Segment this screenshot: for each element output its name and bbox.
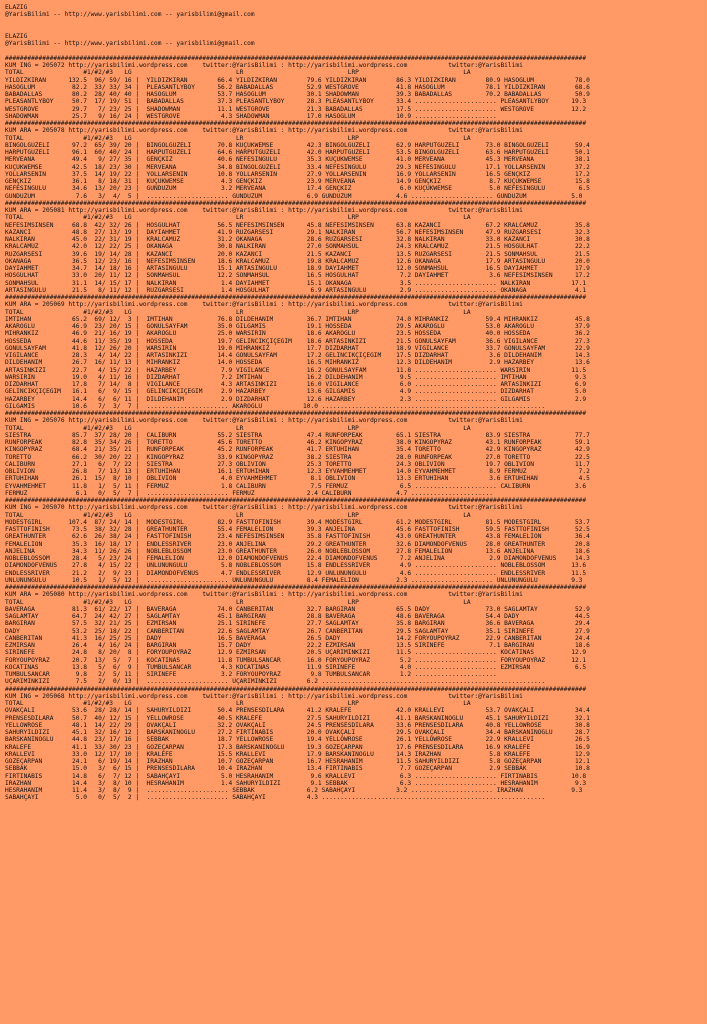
race-row: NEFESIMSINSEN 68.8 42/ 32/ 26 | HOSGÜLHAT 56.5 NEFESIMSINSEN 45.8 NEFESIMSINSEN 63.8 KAZANCI 67.2 KRALCAMUZ 35.8 [5, 221, 590, 229]
race-row: MIHRANKIZ 46.9 21/ 16/ 19 | AKAROGLU 25.0 WARSIRIN 18.6 AKAROGLU 23.5 HOSSEDA 40.0 HOSSEDA 36.2 [5, 330, 590, 338]
race-title-line: KUM ARA = 205069 http://yarisbilimi.wordpress.com twitter:@YarisBilimi : http://yarisbilimi.wordpress.com twitter:@YarisBilimi [5, 301, 523, 309]
race-row: HOSGÜLHAT 33.0 20/ 11/ 12 | SONMAHSÜL 12.2 SONMAHSÜL 16.5 HOSGÜLHAT 7.2 DAYIAHMET 3.6 NEFESIMSINSEN 17.2 [5, 272, 590, 280]
race-row: HAZARBEY 14.4 6/ 6/ 11 | DILDEHANIM 2.9 DIZDARHAT 12.6 HAZARBEY 2.3 ...................... GILGAMIS 2.9 [5, 395, 587, 403]
race-row: YOLLARSENIN 37.5 14/ 19/ 22 | YOLLARSENIN 10.8 YOLLARSENIN 27.9 YOLLARSENIN 16.9 YOLLARSENIN 16.5 GENÇKIZ 17.2 [5, 170, 590, 178]
race-row: FORYOUPOYRAZ 20.7 13/ 5/ 7 | KOCATINAS 11.8 TUMBULSANCAR 16.0 FORYOUPOYRAZ 5.2 ...................... FORYOUPOYRAZ 12.1 [5, 656, 587, 664]
race-row: GÖZEÇARPAN 24.1 6/ 19/ 14 | IRAZHAN 10.7 GÖZEÇARPAN 16.7 HESRAHANIM 11.5 SAHURYILDIZI 5.8 GÖZEÇARPAN 12.1 [5, 758, 590, 765]
race-row: PRENSESDILARA 50.7 40/ 12/ 15 | YELLOWROSE 40.5 KRALEFE 27.5 SAHURYILDIZI 41.1 BARSKANINOGLU 45.1 SAHURYILDIZI 32.1 [5, 714, 590, 722]
race-row: ARTASINGÜLÜ 21.5 8/ 11/ 12 | RÜZGARSESI 1.4 HOSGÜLHAT 6.9 ARTASINGÜLÜ 2.9 ...................... OKANAGA 4.1 [5, 286, 587, 294]
separator-line: ############################################################################################################################################################ [5, 685, 587, 693]
race-row: TORETTO 66.2 30/ 20/ 22 | KINGOPYRAZ 33.9 KINGOPYRAZ 38.2 SIESTRA 28.0 RUNFORPEAK 27.0 TORETTO 22.5 [5, 453, 590, 461]
race-list [5, 55, 705, 802]
race-row: BARSKANINOGLU 44.8 23/ 17/ 16 | SEBBAK 18.7 YELLOWROSE 19.4 YELLOWROSE 26.1 YELLOWROSE 22.9 KRALLEVI 26.5 [5, 736, 590, 744]
race-row: DILDEHANIM 26.7 16/ 11/ 13 | MIHRANKIZ 14.0 HOSSEDA 16.5 MIHRANKIZ 12.3 DILDEHANIM 2.9 HAZARBEY 13.6 [5, 359, 590, 367]
separator-line: ############################################################################################################################################################ [5, 294, 587, 301]
race-row: CALIBURN 27.1 6/ 7/ 22 | SIESTRA 27.3 OBLIVION 25.3 TORETTO 24.3 OBLIVION 19.7 OBLIVION 11.7 [5, 460, 590, 468]
race-row: UÇARIMINKIZI 7.5 2/ 0/ 13 | ...................... UÇARIMINKIZI 6.2 ............................................................ [5, 678, 546, 686]
header-credits-repeat: @YarisBilimi -- http://www.yarisbilimi.com -- yarisbilimi@gmail.com [5, 40, 255, 48]
race-row: OBLIVION 26.8 7/ 13/ 13 | ERTUHIHAN 16.1 ERTUHIHAN 12.3 EYVAHMEHMET 14.0 EYVAHMEHMET 8.9 FERMUZ 7.2 [5, 468, 590, 475]
race-block [5, 497, 705, 584]
race-title-line: KUM ARA = 205078 http://yarisbilimi.wordpress.com twitter:@YarisBilimi : http://yarisbilimi.wordpress.com twitter:@YarisBilimi [5, 127, 523, 135]
race-row: YELLOWROSE 48.1 14/ 22/ 29 | OVAKÇALI 32.2 OVAKÇALI 24.5 PRENSESDILARA 33.6 PRENSESDILARA 40.8 YELLOWROSE 30.8 [5, 721, 590, 729]
race-block [5, 120, 705, 200]
race-row: CANBERITAN 41.3 16/ 25/ 25 | DADY 16.5 BAVERAGA 26.5 DADY 14.2 FORYOUPOYRAZ 22.9 CANBERITAN 24.4 [5, 634, 590, 642]
race-row: WARSIRIN 19.0 4/ 11/ 16 | DIZDARHAT 7.2 IMTIHAN 16.2 DILDEHANIM 9.5 ...................... IMTIHAN 9.3 [5, 373, 587, 381]
race-row: BAVERAGA 81.3 61/ 22/ 17 | BAVERAGA 74.0 CANBERITAN 32.7 BARGIRAN 65.5 DADY 73.0 SAGLAMTAY 52.9 [5, 605, 590, 613]
race-row: FEMALELION 35.3 16/ 18/ 17 | ENDLESSRIVER 23.0 ANJELINA 29.2 GREATHUNTER 32.6 DIAMONDOFVENUS 28.0 GREATHUNTER 20.8 [5, 540, 590, 548]
race-row: GILGAMIS 10.6 7/ 3/ 7 | ...................... AKAROGLU 10.0 ............................................................ [5, 402, 546, 410]
race-row: SEBBAK 15.0 3/ 6/ 15 | PRENSESDILARA 10.4 IRAZHAN 13.4 FIRTINABIS 7.7 GÖZEÇARPAN 2.9 SEBBAK 10.8 [5, 765, 590, 773]
race-row: DIZDARHAT 17.8 7/ 14/ 8 | VIGILANCE 4.3 ARTASINKIZI 16.0 VIGILANCE 6.0 ...................... ARTASINKIZI 6.9 [5, 381, 587, 388]
race-block [5, 294, 705, 410]
race-row: TUMBULSANCAR 9.8 2/ 5/ 11 | SIRINEFE 3.2 FORYOUPOYRAZ 9.8 TUMBULSANCAR 1.2 ...................... [5, 671, 497, 678]
race-row: KRALEFE 41.1 33/ 30/ 23 | GÖZEÇARPAN 17.3 BARSKANINOGLU 19.3 GÖZEÇARPAN 17.6 PRENSESDILARA 16.9 KRALEFE 16.9 [5, 743, 590, 751]
separator-line: ############################################################################################################################################################ [5, 199, 587, 207]
race-column-header: TOTAL #1/#2/#3 LG LR LRP LA [5, 598, 471, 606]
race-row: KRALCAMUZ 42.0 12/ 22/ 25 | OKANAGA 30.8 NALKIRAN 27.0 SONMAHSÜL 24.3 KRALCAMUZ 21.5 HOSGÜLHAT 22.2 [5, 243, 590, 251]
race-row: FERMUZ 6.1 0/ 5/ 7 | ...................... FERMUZ 2.4 CALIBURN 4.7 ...................... [5, 489, 493, 497]
race-row: BARGIRAN 57.5 32/ 21/ 25 | EZMIRSAN 25.1 SIRINEFE 27.7 SAGLAMTAY 35.8 BARGIRAN 36.6 BAVERAGA 29.4 [5, 620, 590, 628]
header-title-repeat: ELAZIG [5, 33, 28, 40]
race-row: VIGILANCE 28.3 4/ 14/ 22 | ARTASINKIZI 14.4 GÖNÜLSAYFAM 17.2 GELINCIKÇIÇEGIM 17.5 DIZDARHAT 3.6 DILDEHANIM 14.3 [5, 352, 590, 359]
race-row: GREATHUNTER 62.6 26/ 38/ 24 | FASTTOFINISH 23.4 NEFESIMSINSEN 35.8 FASTTOFINISH 43.0 GREATHUNTER 43.8 FEMALELION 36.4 [5, 533, 590, 541]
race-row: OVAKÇALI 53.6 28/ 28/ 14 | SAHURYILDIZI 50.4 PRENSESDILARA 41.2 KRALEFE 42.0 KRALLEVI 53.7 OVAKÇALI 34.4 [5, 707, 590, 715]
race-row: GENÇKIZ 36.1 8/ 18/ 31 | KÜÇÜKWEMSE 4.3 GENÇKIZ 23.9 MERVEANA 14.9 GENÇKIZ 8.7 KÜÇÜKWEMSE 15.8 [5, 178, 590, 185]
race-title-line: KUM ARA = 205081 http://yarisbilimi.wordpress.com twitter:@YarisBilimi : http://yarisbilimi.wordpress.com twitter:@YarisBilimi [5, 207, 523, 214]
race-block [5, 584, 705, 686]
race-row: RUNFORPEAK 82.8 35/ 34/ 26 | TORETTO 45.6 TORETTO 46.2 KINGOPYRAZ 38.0 KINGOPYRAZ 43.1 RUNFORPEAK 59.1 [5, 439, 590, 446]
race-row: GÖNÜLSAYFAM 41.8 12/ 26/ 20 | WARSIRIN 19.0 MIHRANKIZ 17.7 DIZDARHAT 18.9 VIGILANCE 33.7 GÖNÜLSAYFAM 22.9 [5, 344, 590, 352]
separator-line: ############################################################################################################################################################ [5, 54, 587, 62]
race-row: HARPUTGÜZELI 96.1 60/ 40/ 24 | HARPUTGÜZELI 64.6 HARPUTGÜZELI 42.0 HARPUTGÜZELI 53.5 BINGÖLGÜZELI 63.6 HARPUTGÜZELI 50.1 [5, 149, 590, 156]
race-row: GELINCIKÇIÇEGIM 16.1 6/ 9/ 15 | GELINCIKÇIÇEGIM 2.9 HAZARBEY 13.6 GILGAMIS 4.9 ...................... DIZDARHAT 5.0 [5, 388, 587, 396]
race-column-header: TOTAL #1/#2/#3 LG LR LRP LA [5, 69, 471, 77]
race-row: DADY 53.2 25/ 18/ 22 | CANBERITAN 22.6 SAGLAMTAY 26.7 CANBERITAN 29.5 SAGLAMTAY 35.1 SIRINEFE 27.9 [5, 627, 590, 635]
race-row: BINGÖLGÜZELI 97.2 65/ 39/ 20 | BINGÖLGÜZELI 70.8 KÜÇÜKWEMSE 42.3 BINGÖLGÜZELI 62.9 HARPUTGÜZELI 73.0 BINGÖLGÜZELI 59.4 [5, 141, 590, 149]
race-row: IMTIHAN 65.2 69/ 12/ 3 | IMTIHAN 76.8 DILDEHANIM 36.7 IMTIHAN 74.0 MIHRANKIZ 59.4 MIHRANKIZ 45.8 [5, 315, 590, 323]
race-row: KRALLEVI 33.0 12/ 17/ 10 | KRALEFE 15.5 KRALLEVI 17.9 BARSKANINOGLU 14.3 IRAZHAN 5.8 KRALEFE 12.9 [5, 750, 590, 758]
race-row: KOCATINAS 13.8 5/ 6/ 9 | TUMBULSANCAR 4.3 KOCATINAS 11.9 SIRINEFE 4.0 ...................... EZMIRSAN 6.5 [5, 663, 587, 671]
race-row: ARTASINKIZI 22.7 4/ 15/ 22 | HAZARBEY 7.9 VIGILANCE 16.2 GÖNÜLSAYFAM 11.8 ...................... WARSIRIN 11.5 [5, 366, 587, 374]
race-row: KÜÇÜKWEMSE 42.5 18/ 23/ 30 | MERVEANA 34.8 BINGÖLGÜZELI 33.4 NEFESINGÜLÜ 29.3 NEFESINGÜLÜ 17.1 YOLLARSENIN 37.2 [5, 163, 590, 171]
race-row: KAZANCI 48.8 27/ 13/ 19 | DAYIAHMET 41.9 RÜZGARSESI 29.1 NALKIRAN 56.7 NEFESIMSINSEN 47.9 RÜZGARSESI 32.3 [5, 228, 590, 236]
header-credits: @YarisBilimi -- http://www.yarisbilimi.com -- yarisbilimi@gmail.com [5, 11, 255, 19]
race-row: FIRTINABIS 14.8 6/ 7/ 12 | SABAHÇAYI 5.0 HESRAHANIM 9.6 KRALLEVI 6.3 ...................... FIRTINABIS 10.8 [5, 772, 587, 780]
race-row: SABAHÇAYI 5.0 0/ 5/ 2 | ...................... SABAHÇAYI 4.3 ............................................................ [5, 794, 546, 802]
race-title-line: KUM ING = 205076 http://yarisbilimi.wordpress.com twitter:@YarisBilimi : http://yarisbilimi.wordpress.com twitter:@YarisBilimi [5, 417, 523, 425]
race-row: RÜZGARSESI 39.6 19/ 14/ 28 | KAZANCI 20.0 KAZANCI 21.5 KAZANCI 13.5 RÜZGARSESI 21.5 SONMAHSÜL 21.5 [5, 250, 590, 258]
header-title: ELAZIG [5, 4, 28, 11]
race-row: SAGLAMTAY 64.7 24/ 42/ 27 | SAGLAMTAY 45.1 BARGIRAN 28.8 BAVERAGA 48.6 BAVERAGA 54.4 DADY 44.5 [5, 613, 590, 620]
race-row: FASTTOFINISH 73.5 38/ 32/ 28 | GREATHUNTER 55.4 FEMALELION 39.3 ANJELINA 45.6 FASTTOFINISH 59.5 FASTTOFINISH 52.5 [5, 526, 590, 533]
race-row: HOSSEDA 44.6 11/ 35/ 19 | HOSSEDA 19.7 GELINCIKÇIÇEGIM 18.6 ARTASINKIZI 21.5 GÖNÜLSAYFAM 36.6 VIGILANCE 27.3 [5, 337, 590, 345]
race-row: AKAROGLU 46.9 23/ 20/ 15 | GÖNÜLSAYFAM 35.0 GILGAMIS 19.1 HOSSEDA 29.5 AKAROGLU 53.0 AKAROGLU 37.9 [5, 323, 590, 330]
race-row: HESRAHANIM 11.4 3/ 8/ 9 | ...................... SEBBAK 6.2 SABAHÇAYI 3.2 ...................... IRAZHAN 9.3 [5, 787, 583, 794]
race-row: SONMAHSÜL 31.1 14/ 15/ 17 | NALKIRAN 1.4 DAYIAHMET 15.1 OKANAGA 3.5 ...................... NALKIRAN 17.1 [5, 279, 587, 287]
race-row: ERTUHIHAN 26.1 15/ 8/ 10 | OBLIVION 4.0 EYVAHMEHMET 8.1 OBLIVION 13.3 ERTUHIHAN 3.6 ERTUHIHAN 4.5 [5, 475, 590, 483]
race-row: ÜNLÜNÜNGÜLÜ 10.5 1/ 5/ 12 | ...................... ÜNLÜNÜNGÜLÜ 8.4 FEMALELION 2.3 ...................... ÜNLÜNÜNGÜLÜ 9.3 [5, 576, 583, 584]
race-row: MERVEANA 49.4 9/ 27/ 35 | GENÇKIZ 40.6 NEFESINGÜLÜ 35.3 KÜÇÜKWEMSE 41.0 MERVEANA 45.3 MERVEANA 38.1 [5, 156, 590, 164]
race-row: YILDIZKIRAN 132.5 96/ 59/ 16 | YILDIZKIRAN 66.4 YILDIZKIRAN 79.6 YILDIZKIRAN 86.3 YILDIZKIRAN 80.9 HASOGLUM 78.0 [5, 76, 590, 84]
race-row: KINGOPYRAZ 68.4 21/ 35/ 21 | RUNFORPEAK 45.2 RUNFORPEAK 41.7 ERTUHIHAN 35.4 TORETTO 42.9 KINGOPYRAZ 42.9 [5, 446, 590, 454]
race-row: SHADOWMAN 25.7 9/ 16/ 24 | WESTGROVE 4.3 SHADOWMAN 17.0 HASOGLUM 10.9 ...................... [5, 112, 497, 120]
race-block [5, 410, 705, 497]
separator-line: ############################################################################################################################################################ [5, 410, 587, 417]
race-row: EYVAHMEHMET 11.8 1/ 5/ 11 | FERMUZ 1.8 CALIBURN 7.5 FERMUZ 6.5 ...................... CALIBURN 3.6 [5, 482, 587, 490]
blank-line [5, 48, 705, 55]
race-row: ENDLESSRIVER 21.2 2/ 9/ 23 | DIAMONDOFVENUS 4.7 ENDLESSRIVER 12.9 ÜNLÜNÜNGÜLÜ 4.6 ...................... ENDLESSRIVER 11.5 [5, 569, 587, 577]
race-title-line: KUM ING = 205072 http://yarisbilimi.wordpress.com twitter:@YarisBilimi : http://yarisbilimi.wordpress.com twitter:@YarisBilimi [5, 62, 523, 69]
race-row: MODESTGIRL 107.4 87/ 24/ 14 | MODESTGIRL 82.9 FASTTOFINISH 39.4 MODESTGIRL 61.2 MODESTGIRL 81.5 MODESTGIRL 53.7 [5, 518, 590, 526]
race-row: GÜNDÜZÜM 7.6 3/ 4/ 5 | ...................... GÜNDÜZÜM 6.9 GÜNDÜZÜM 4.6 ...................... GÜNDÜZÜM 5.0 [5, 192, 583, 200]
blank-line [5, 19, 705, 26]
race-row: SIESTRA 85.7 37/ 28/ 20 | CALIBURN 55.2 SIESTRA 47.4 RUNFORPEAK 65.1 SIESTRA 83.9 SIESTRA 77.7 [5, 431, 590, 439]
race-row: NEFESINGÜLÜ 34.6 13/ 20/ 23 | GÜNDÜZÜM 3.2 MERVEANA 17.4 GENÇKIZ 6.0 KÜÇÜKWEMSE 5.0 NEFESINGÜLÜ 6.5 [5, 185, 590, 193]
race-row: HASOGLUM 82.2 33/ 33/ 34 | PLEASANTLYBOY 56.2 BABADALLAS 52.9 WESTGROVE 41.8 HASOGLUM 78.1 YILDIZKIRAN 68.6 [5, 83, 590, 91]
race-title-line: KUM ARA = 205080 http://yarisbilimi.wordpress.com twitter:@YarisBilimi : http://yarisbilimi.wordpress.com twitter:@YarisBilimi [5, 591, 523, 599]
blank-line [5, 26, 705, 33]
race-column-header: TOTAL #1/#2/#3 LG LR LRP LA [5, 134, 471, 142]
race-row: WESTGROVE 29.7 7/ 23/ 25 | SHADOWMAN 11.1 WESTGROVE 21.3 BABADALLAS 17.5 ...................... WESTGROVE 12.2 [5, 105, 587, 113]
race-row: NALKIRAN 45.0 22/ 31/ 19 | KRALCAMUZ 31.2 OKANAGA 28.6 RÜZGARSESI 32.8 NALKIRAN 33.0 KAZANCI 30.8 [5, 236, 590, 243]
race-row: OKANAGA 36.5 12/ 23/ 16 | NEFESIMSINSEN 18.6 KRALCAMUZ 19.8 KRALCAMUZ 12.6 OKANAGA 17.9 ARTASINGÜLÜ 20.0 [5, 257, 590, 265]
race-row: ANJELINA 34.3 11/ 26/ 26 | NOBLEBLOSSOM 23.0 GREATHUNTER 26.0 NOBLEBLOSSOM 27.8 FEMALELION 13.6 ANJELINA 18.6 [5, 547, 590, 555]
race-row: DAYIAHMET 34.7 14/ 18/ 16 | ARTASINGÜLÜ 15.1 ARTASINGÜLÜ 18.9 DAYIAHMET 12.0 SONMAHSÜL 16.5 DAYIAHMET 17.9 [5, 265, 590, 272]
race-row: DIAMONDOFVENUS 27.8 4/ 15/ 22 | ÜNLÜNÜNGÜLÜ 5.8 NOBLEBLOSSOM 15.8 ENDLESSRIVER 4.9 ...................... NOBLEBLOSSOM 13.6 [5, 562, 587, 570]
race-row: SIRINEFE 24.8 8/ 20/ 8 | FORYOUPOYRAZ 12.9 EZMIRSAN 20.5 UÇARIMINKIZI 11.5 ...................... KOCATINAS 12.9 [5, 649, 587, 657]
separator-line: ############################################################################################################################################################ [5, 120, 587, 127]
race-column-header: TOTAL #1/#2/#3 LG LR LRP LA [5, 214, 471, 222]
race-block [5, 686, 705, 802]
race-column-header: TOTAL #1/#2/#3 LG LR LRP LA [5, 308, 471, 316]
race-block [5, 200, 705, 294]
race-row: BABADALLAS 80.2 28/ 40/ 40 | HASOGLUM 53.7 HASOGLUM 30.1 SHADOWMAN 39.3 BABADALLAS 70.2 BABADALLAS 50.9 [5, 91, 590, 98]
race-column-header: TOTAL #1/#2/#3 LG LR LRP LA [5, 424, 471, 432]
race-title-line: KUM ING = 205070 http://yarisbilimi.wordpress.com twitter:@YarisBilimi : http://yarisbilimi.wordpress.com twitter:@YarisBilimi [5, 504, 523, 512]
race-row: PLEASANTLYBOY 50.7 17/ 19/ 51 | BABADALLAS 37.3 PLEASANTLYBOY 28.3 PLEASANTLYBOY 33.4 ...................... PLEASANTLYBOY 19.3 [5, 98, 587, 106]
race-row: SAHURYILDIZI 45.1 32/ 16/ 12 | BARSKANINOGLU 27.2 FIRTINABIS 20.0 OVAKÇALI 29.5 OVAKÇALI 34.4 BARSKANINOGLU 28.7 [5, 729, 590, 736]
race-block [5, 55, 705, 120]
race-column-header: TOTAL #1/#2/#3 LG LR LRP LA [5, 700, 471, 707]
race-column-header: TOTAL #1/#2/#3 LG LR LRP LA [5, 511, 471, 519]
race-row: IRAZHAN 14.4 3/ 8/ 10 | HESRAHANIM 1.4 SAHURYILDIZI 9.1 SEBBAK 6.3 ...................... HESRAHANIM 9.3 [5, 779, 587, 787]
separator-line: ############################################################################################################################################################ [5, 497, 587, 504]
race-row: NOBLEBLOSSOM 28.4 5/ 23/ 24 | FEMALELION 12.0 DIAMONDOFVENUS 22.4 DIAMONDOFVENUS 7.2 ANJELINA 2.9 DIAMONDOFVENUS 14.3 [5, 555, 590, 562]
race-row: EZMIRSAN 26.4 4/ 16/ 24 | BARGIRAN 15.7 DADY 22.2 EZMIRSAN 13.5 SIRINEFE 7.1 BARGIRAN 18.6 [5, 642, 590, 649]
separator-line: ############################################################################################################################################################ [5, 584, 587, 591]
race-title-line: KUM ING = 205068 http://yarisbilimi.wordpress.com twitter:@YarisBilimi : http://yarisbilimi.wordpress.com twitter:@YarisBilimi [5, 692, 523, 700]
